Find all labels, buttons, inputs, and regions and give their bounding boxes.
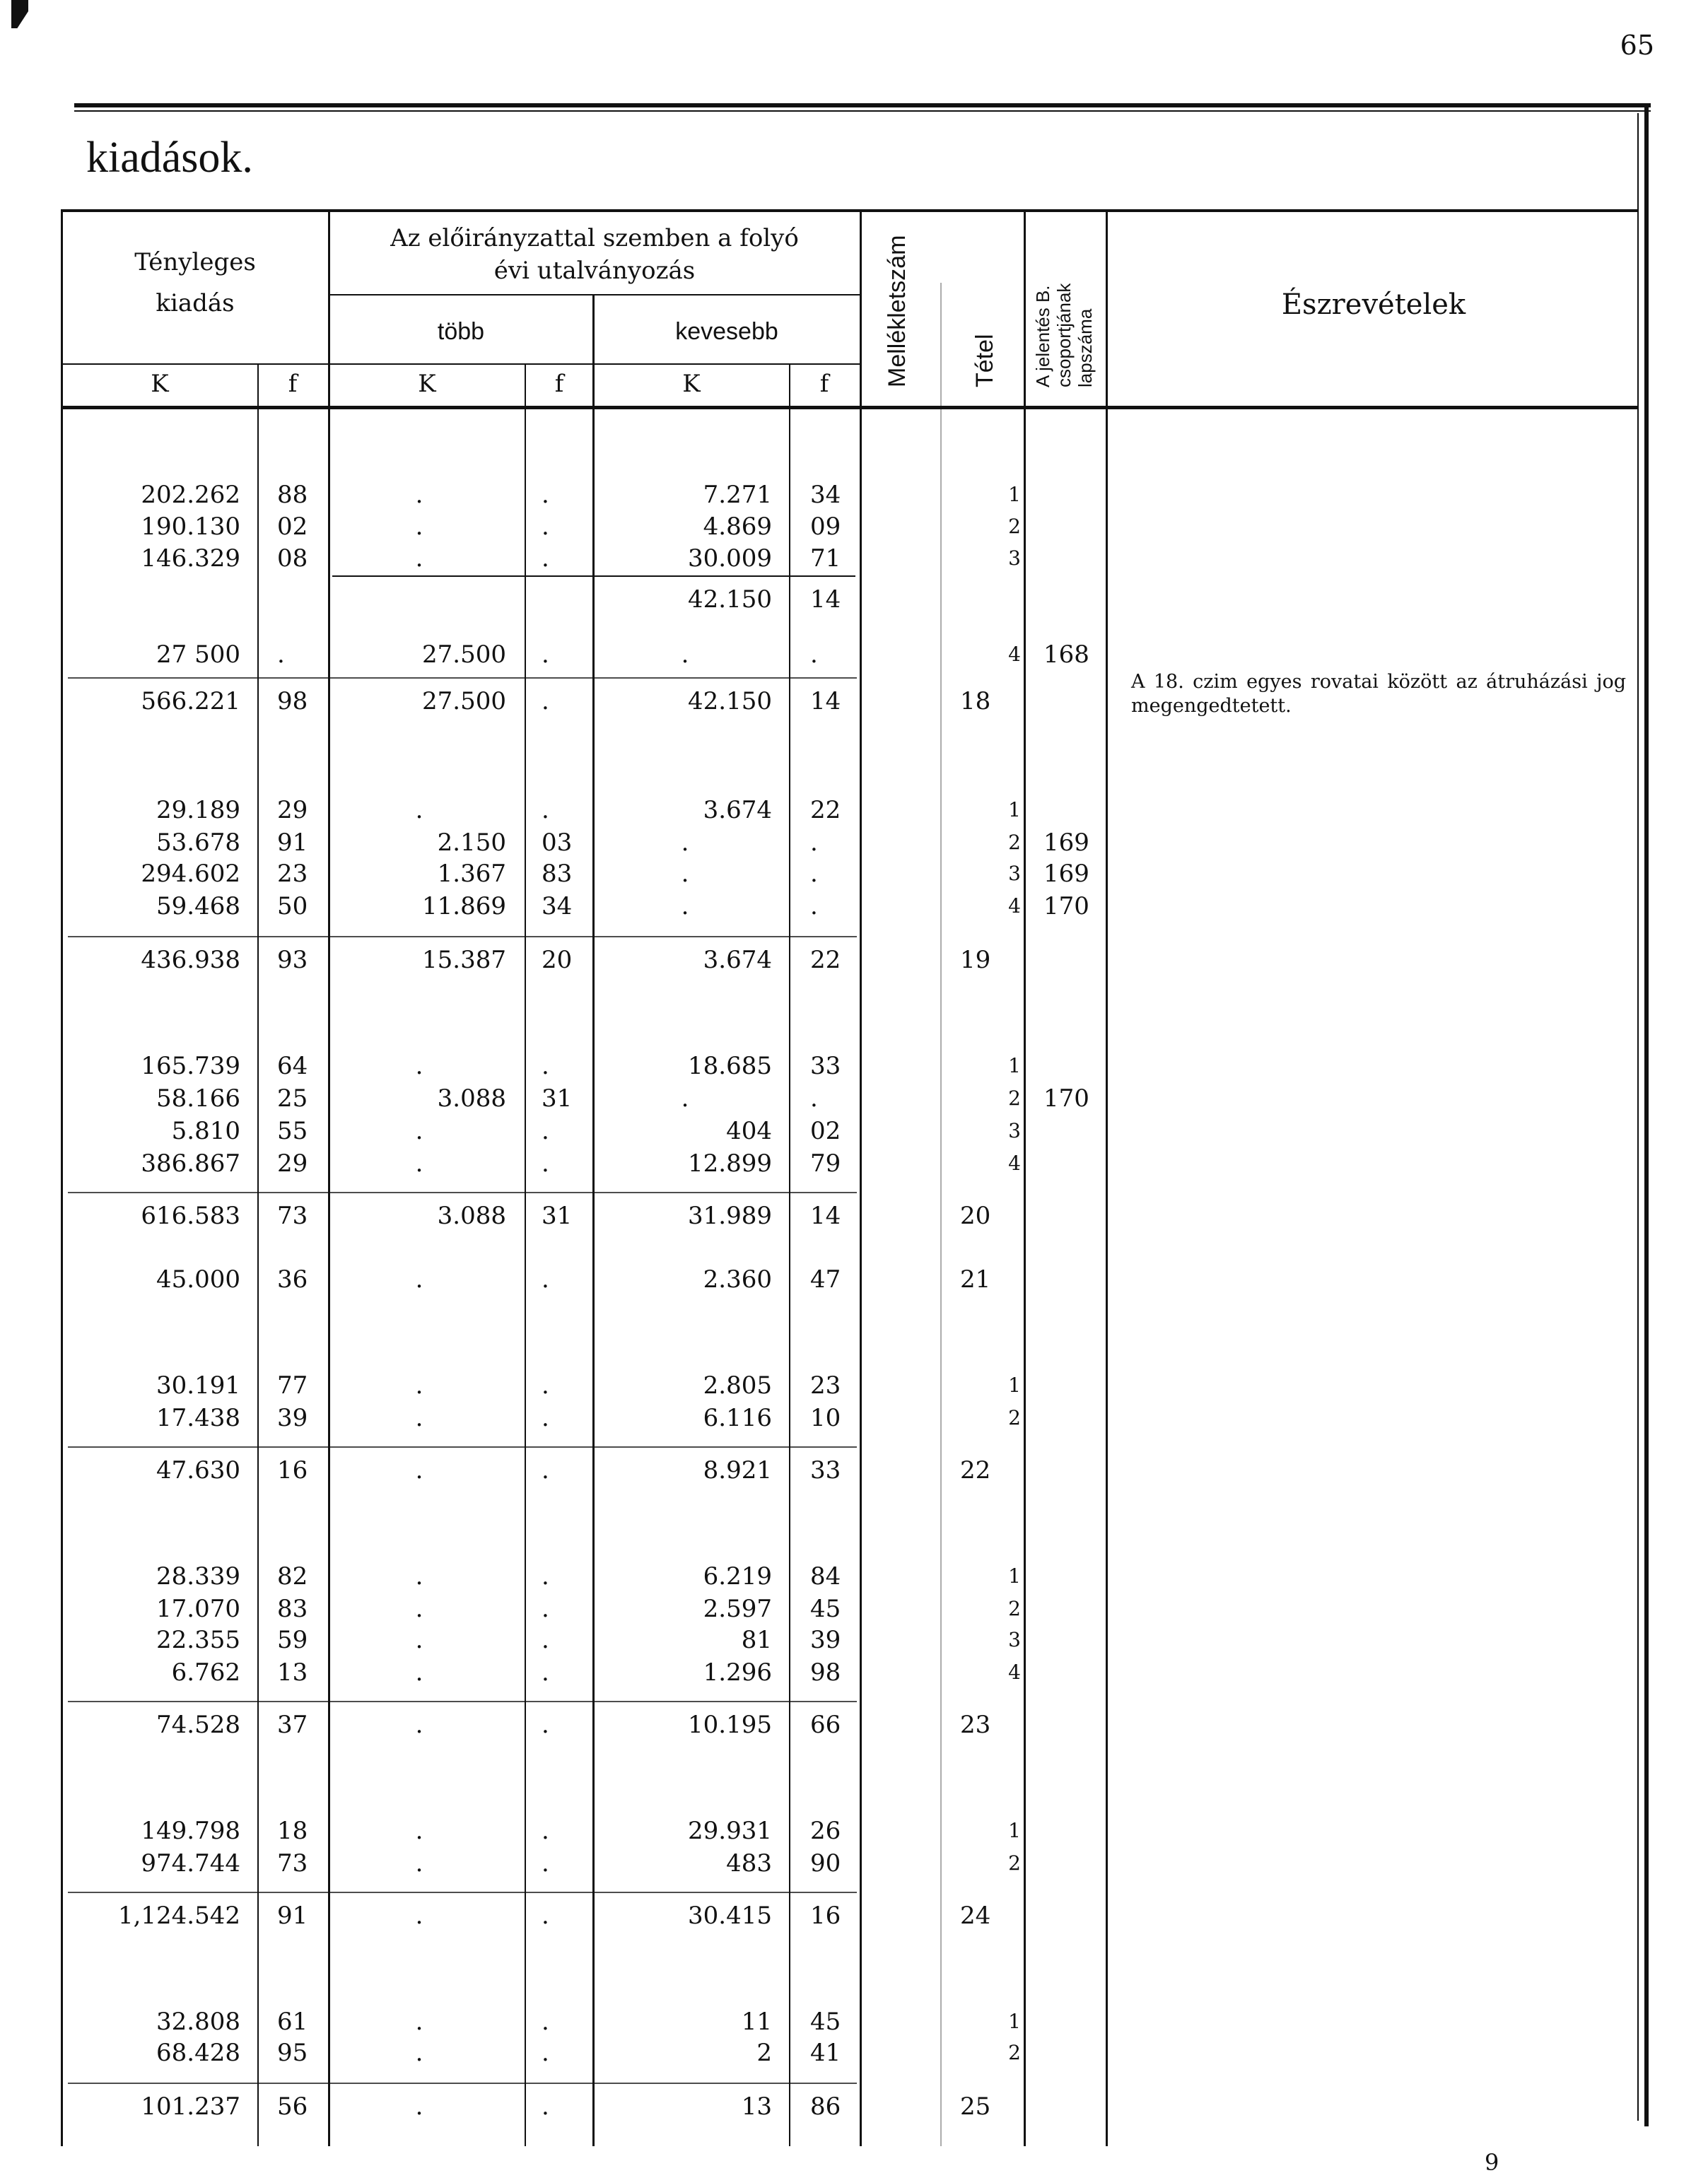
cell-K: 294.602 — [141, 860, 240, 888]
cell-tK: . — [415, 2039, 423, 2067]
cell-tetel: 1 — [1008, 1819, 1021, 1842]
header-eloiranyzat-line1: Az előirányzattal szemben a folyó — [390, 224, 799, 252]
cell-tK: . — [415, 1265, 423, 1294]
cell-tf: . — [542, 1052, 549, 1080]
top-rule-thin — [74, 110, 1651, 112]
header-eloiranyzat — [331, 222, 858, 287]
cell-tf: . — [542, 1149, 549, 1178]
cell-kf: 47 — [810, 1265, 841, 1294]
cell-tetel: 1 — [1008, 483, 1021, 506]
cell-kf: 45 — [810, 2008, 841, 2036]
total-rule — [68, 1446, 857, 1448]
cell-tf: 03 — [542, 829, 573, 857]
cell-tetel: 3 — [1008, 1119, 1021, 1142]
cell-tf: . — [542, 481, 549, 509]
subtotal-brace-rule — [332, 575, 855, 577]
cell-tf: . — [542, 640, 549, 669]
cell-kf: . — [810, 860, 818, 888]
total-rule — [68, 2083, 857, 2084]
cell-tK: . — [415, 1595, 423, 1623]
cell-tetel: 2 — [1008, 515, 1021, 538]
eszrevetel-note: A 18. czim egyes rovatai között az átruházási jog megengedtetett. — [1131, 671, 1626, 717]
col-line-tobb-kf — [525, 363, 526, 2146]
cell-f: 23 — [277, 860, 308, 888]
header-f-kevesebb: f — [819, 370, 829, 398]
cell-lap: 170 — [1043, 1084, 1089, 1113]
col-line-kf — [257, 363, 259, 2146]
cell-kf: 79 — [810, 1149, 841, 1178]
cell-tf: 20 — [542, 946, 573, 974]
cell-kK: 2 — [756, 2039, 772, 2067]
cell-kK: 10.195 — [688, 1711, 772, 1739]
cell-tK: . — [415, 1849, 423, 1878]
cell-tK: . — [415, 1117, 423, 1145]
cell-tetel: 3 — [1008, 546, 1021, 570]
col-line-kev-kf — [789, 363, 790, 2146]
cell-kK: 30.009 — [688, 544, 772, 573]
cell-tK: . — [415, 1902, 423, 1930]
cell-tf: . — [542, 1817, 549, 1845]
cell-tf: . — [542, 2039, 549, 2067]
cell-kf: 90 — [810, 1849, 841, 1878]
cell-lap: 170 — [1043, 892, 1089, 920]
cell-K: 74.528 — [156, 1711, 240, 1739]
cell-K: 22.355 — [156, 1626, 240, 1654]
cell-f: 13 — [277, 1658, 308, 1687]
cell-tetel: 18 — [960, 687, 991, 715]
cell-kf: 66 — [810, 1711, 841, 1739]
cell-tf: 83 — [542, 860, 573, 888]
footer-number: 9 — [1485, 2149, 1499, 2176]
cell-kf: . — [810, 892, 818, 920]
cell-f: 91 — [277, 1902, 308, 1930]
cell-kf: 98 — [810, 1658, 841, 1687]
cell-kK: 6.219 — [703, 1562, 772, 1591]
cell-tf: . — [542, 1849, 549, 1878]
cell-f: 88 — [277, 481, 308, 509]
header-K-kevesebb: K — [682, 370, 701, 398]
top-rule — [74, 103, 1651, 107]
cell-kf: . — [810, 640, 818, 669]
cell-tK: . — [415, 1371, 423, 1400]
cell-K: 30.191 — [156, 1371, 240, 1400]
cell-tetel: 1 — [1008, 2010, 1021, 2033]
cell-kf: 33 — [810, 1456, 841, 1485]
cell-kK: 29.931 — [688, 1817, 772, 1845]
cell-K: 17.438 — [156, 1404, 240, 1432]
cell-kK: 2.597 — [703, 1595, 772, 1623]
cell-tf: 34 — [542, 892, 573, 920]
header-bottom-rule — [61, 406, 1639, 409]
cell-lap: 168 — [1043, 640, 1089, 669]
cell-K: 28.339 — [156, 1562, 240, 1591]
cell-tf: . — [542, 1456, 549, 1485]
cell-tetel: 24 — [960, 1902, 991, 1930]
cell-kK: 11 — [741, 2008, 772, 2036]
col-line-tobb — [592, 294, 595, 2146]
cell-f: 59 — [277, 1626, 308, 1654]
cell-kf: 14 — [810, 1202, 841, 1230]
header-tenyleges — [64, 246, 327, 320]
total-rule — [68, 1701, 857, 1702]
cell-f: 55 — [277, 1117, 308, 1145]
page-number: 65 — [1620, 30, 1654, 61]
cell-tetel: 1 — [1008, 798, 1021, 821]
cell-tf: . — [542, 1117, 549, 1145]
cell-kf: 16 — [810, 1902, 841, 1930]
right-border-thin — [1637, 113, 1639, 2121]
cell-kK: 1.296 — [703, 1658, 772, 1687]
header-K-tobb: K — [418, 370, 436, 398]
cell-tK: . — [415, 1149, 423, 1178]
cell-tetel: 23 — [960, 1711, 991, 1739]
cell-tetel: 3 — [1008, 862, 1021, 885]
cell-kK: . — [681, 829, 689, 857]
total-rule — [68, 936, 857, 937]
cell-kf: 14 — [810, 585, 841, 614]
cell-kK: 12.899 — [688, 1149, 772, 1178]
cell-kK: 8.921 — [703, 1456, 772, 1485]
cell-K: 47.630 — [156, 1456, 240, 1485]
header-K-tenyleges: K — [151, 370, 169, 398]
cell-tetel: 3 — [1008, 1628, 1021, 1651]
cell-kK: 18.685 — [688, 1052, 772, 1080]
col-line-tenyleges — [328, 209, 330, 2146]
total-rule — [68, 1892, 857, 1893]
cell-K: 146.329 — [141, 544, 240, 573]
cell-kK: 13 — [741, 2092, 772, 2121]
cell-kK: 2.805 — [703, 1371, 772, 1400]
cell-kK: 42.150 — [688, 585, 772, 614]
cell-tetel: 22 — [960, 1456, 991, 1485]
cell-tetel: 4 — [1008, 1661, 1021, 1684]
cell-tf: . — [542, 513, 549, 541]
cell-tK: . — [415, 1404, 423, 1432]
header-tenyleges-line2: kiadás — [156, 289, 235, 317]
cell-tetel: 4 — [1008, 1152, 1021, 1175]
cell-K: 45.000 — [156, 1265, 240, 1294]
header-tenyleges-line1: Tényleges — [134, 248, 256, 276]
cell-tetel: 19 — [960, 946, 991, 974]
cell-K: 616.583 — [141, 1202, 240, 1230]
col-line-tetel — [1024, 209, 1026, 2146]
cell-tK: 3.088 — [437, 1202, 506, 1230]
cell-tf: . — [542, 1404, 549, 1432]
cell-tK: . — [415, 1456, 423, 1485]
cell-kf: 22 — [810, 946, 841, 974]
cell-tK: . — [415, 513, 423, 541]
cell-K: 58.166 — [156, 1084, 240, 1113]
cell-K: 202.262 — [141, 481, 240, 509]
cell-tf: . — [542, 1626, 549, 1654]
cell-f: 29 — [277, 796, 308, 824]
cell-tetel: 25 — [960, 2092, 991, 2121]
header-jelentes-line1: A jelentés B. — [1032, 285, 1053, 387]
cell-kf: 39 — [810, 1626, 841, 1654]
header-tetel: Tétel — [971, 334, 998, 387]
cell-K: 1,124.542 — [117, 1902, 240, 1930]
cell-tetel: 1 — [1008, 1564, 1021, 1588]
cell-kf: 26 — [810, 1817, 841, 1845]
right-border — [1644, 105, 1649, 2126]
cell-kf: 23 — [810, 1371, 841, 1400]
col-line-lap — [1106, 209, 1108, 2146]
cell-tetel: 2 — [1008, 1406, 1021, 1429]
cell-tf: . — [542, 544, 549, 573]
cell-f: 73 — [277, 1849, 308, 1878]
header-f-tobb: f — [554, 370, 564, 398]
cell-tf: . — [542, 687, 549, 715]
cell-tetel: 2 — [1008, 1087, 1021, 1110]
cell-tf: 31 — [542, 1202, 573, 1230]
page-title: kiadások. — [86, 134, 253, 182]
col-line-melleklet — [940, 283, 942, 2146]
cell-f: 16 — [277, 1456, 308, 1485]
cell-kK: 6.116 — [703, 1404, 772, 1432]
cell-f: 39 — [277, 1404, 308, 1432]
cell-f: 36 — [277, 1265, 308, 1294]
cell-kf: 41 — [810, 2039, 841, 2067]
cell-K: 165.739 — [141, 1052, 240, 1080]
cell-f: 95 — [277, 2039, 308, 2067]
cell-f: 50 — [277, 892, 308, 920]
cell-lap: 169 — [1043, 860, 1089, 888]
cell-kf: 34 — [810, 481, 841, 509]
cell-K: 436.938 — [141, 946, 240, 974]
cell-tf: . — [542, 1711, 549, 1739]
cell-f: 56 — [277, 2092, 308, 2121]
cell-kf: 22 — [810, 796, 841, 824]
cell-tK: 15.387 — [422, 946, 506, 974]
cell-tK: . — [415, 481, 423, 509]
cell-kK: 404 — [726, 1117, 772, 1145]
cell-kf: 84 — [810, 1562, 841, 1591]
cell-f: 91 — [277, 829, 308, 857]
cell-kf: 86 — [810, 2092, 841, 2121]
cell-tK: 1.367 — [437, 860, 506, 888]
col-line-kevesebb — [860, 209, 862, 2146]
cell-tf: . — [542, 1371, 549, 1400]
cell-kf: . — [810, 1084, 818, 1113]
cell-kK: 81 — [741, 1626, 772, 1654]
total-rule — [68, 1192, 857, 1193]
header-jelentes-line2: csoportjának — [1053, 283, 1075, 387]
cell-K: 29.189 — [156, 796, 240, 824]
header-eloiranyzat-line2: évi utalványozás — [493, 257, 696, 285]
cell-kK: 4.869 — [703, 513, 772, 541]
cell-tK: . — [415, 1052, 423, 1080]
cell-tetel: 2 — [1008, 1851, 1021, 1875]
total-rule — [68, 677, 857, 679]
cell-tf: . — [542, 796, 549, 824]
cell-f: 64 — [277, 1052, 308, 1080]
cell-K: 5.810 — [171, 1117, 240, 1145]
cell-f: 02 — [277, 513, 308, 541]
cell-kf: 33 — [810, 1052, 841, 1080]
cell-kK: 7.271 — [703, 481, 772, 509]
header-mellekletszam: Mellékletszám — [884, 235, 911, 387]
cell-tf: . — [542, 1562, 549, 1591]
cell-tK: . — [415, 796, 423, 824]
cell-tK: . — [415, 2092, 423, 2121]
cell-tf: 31 — [542, 1084, 573, 1113]
cell-kK: 483 — [726, 1849, 772, 1878]
cell-K: 32.808 — [156, 2008, 240, 2036]
header-tobb: több — [437, 318, 485, 345]
cell-kK: 2.360 — [703, 1265, 772, 1294]
cell-tetel: 2 — [1008, 831, 1021, 854]
subheader-rule — [329, 294, 860, 295]
cell-tetel: 4 — [1008, 643, 1021, 666]
cell-tf: . — [542, 2008, 549, 2036]
cell-kK: 3.674 — [703, 946, 772, 974]
cell-tK: 11.869 — [422, 892, 506, 920]
cell-tK: 27.500 — [422, 687, 506, 715]
cell-kf: 10 — [810, 1404, 841, 1432]
cell-kK: . — [681, 640, 689, 669]
cell-K: 190.130 — [141, 513, 240, 541]
cell-tf: . — [542, 1902, 549, 1930]
cell-kK: 42.150 — [688, 687, 772, 715]
header-top-rule — [61, 209, 1639, 212]
cell-K: 149.798 — [141, 1817, 240, 1845]
cell-kK: 30.415 — [688, 1902, 772, 1930]
cell-K: 27 500 — [156, 640, 240, 669]
cell-f: 29 — [277, 1149, 308, 1178]
cell-K: 386.867 — [141, 1149, 240, 1178]
cell-f: 08 — [277, 544, 308, 573]
cell-kK: . — [681, 1084, 689, 1113]
cell-f: 82 — [277, 1562, 308, 1591]
cell-tK: . — [415, 1562, 423, 1591]
cell-kf: 71 — [810, 544, 841, 573]
cell-tf: . — [542, 1595, 549, 1623]
cell-tK: . — [415, 1658, 423, 1687]
cell-K: 566.221 — [141, 687, 240, 715]
cell-tetel: 20 — [960, 1202, 991, 1230]
cell-tetel: 2 — [1008, 1597, 1021, 1620]
cell-K: 974.744 — [141, 1849, 240, 1878]
cell-tf: . — [542, 1658, 549, 1687]
header-f-tenyleges: f — [288, 370, 298, 398]
cell-f: 98 — [277, 687, 308, 715]
header-jelentes — [1032, 283, 1096, 387]
cell-K: 68.428 — [156, 2039, 240, 2067]
cell-K: 53.678 — [156, 829, 240, 857]
cell-tK: 2.150 — [437, 829, 506, 857]
cell-f: 77 — [277, 1371, 308, 1400]
cell-kK: 31.989 — [688, 1202, 772, 1230]
header-kevesebb: kevesebb — [675, 318, 778, 345]
cell-K: 17.070 — [156, 1595, 240, 1623]
cell-tetel: 1 — [1008, 1054, 1021, 1077]
kf-rule — [61, 363, 860, 365]
cell-tetel: 1 — [1008, 1374, 1021, 1397]
cell-f: . — [277, 640, 285, 669]
page-corner-mark — [11, 0, 28, 28]
cell-f: 73 — [277, 1202, 308, 1230]
cell-kf: 14 — [810, 687, 841, 715]
cell-tetel: 4 — [1008, 894, 1021, 918]
header-eszrevetelek: Észrevételek — [1281, 288, 1466, 321]
cell-kf: 09 — [810, 513, 841, 541]
header-jelentes-line3: lapszáma — [1075, 308, 1096, 387]
cell-f: 61 — [277, 2008, 308, 2036]
cell-kK: 3.674 — [703, 796, 772, 824]
cell-tK: 27.500 — [422, 640, 506, 669]
cell-kK: . — [681, 860, 689, 888]
cell-K: 101.237 — [141, 2092, 240, 2121]
cell-kf: . — [810, 829, 818, 857]
cell-tK: . — [415, 2008, 423, 2036]
cell-tetel: 2 — [1008, 2041, 1021, 2064]
col-line-left — [61, 209, 63, 2146]
cell-f: 18 — [277, 1817, 308, 1845]
cell-f: 37 — [277, 1711, 308, 1739]
cell-tK: . — [415, 1711, 423, 1739]
cell-kK: . — [681, 892, 689, 920]
cell-lap: 169 — [1043, 829, 1089, 857]
cell-tetel: 21 — [960, 1265, 991, 1294]
cell-tf: . — [542, 1265, 549, 1294]
cell-f: 25 — [277, 1084, 308, 1113]
cell-tf: . — [542, 2092, 549, 2121]
cell-K: 6.762 — [171, 1658, 240, 1687]
cell-tK: . — [415, 1626, 423, 1654]
cell-K: 59.468 — [156, 892, 240, 920]
cell-tK: . — [415, 1817, 423, 1845]
cell-tK: . — [415, 544, 423, 573]
cell-tK: 3.088 — [437, 1084, 506, 1113]
cell-kf: 45 — [810, 1595, 841, 1623]
cell-f: 83 — [277, 1595, 308, 1623]
cell-kf: 02 — [810, 1117, 841, 1145]
cell-f: 93 — [277, 946, 308, 974]
